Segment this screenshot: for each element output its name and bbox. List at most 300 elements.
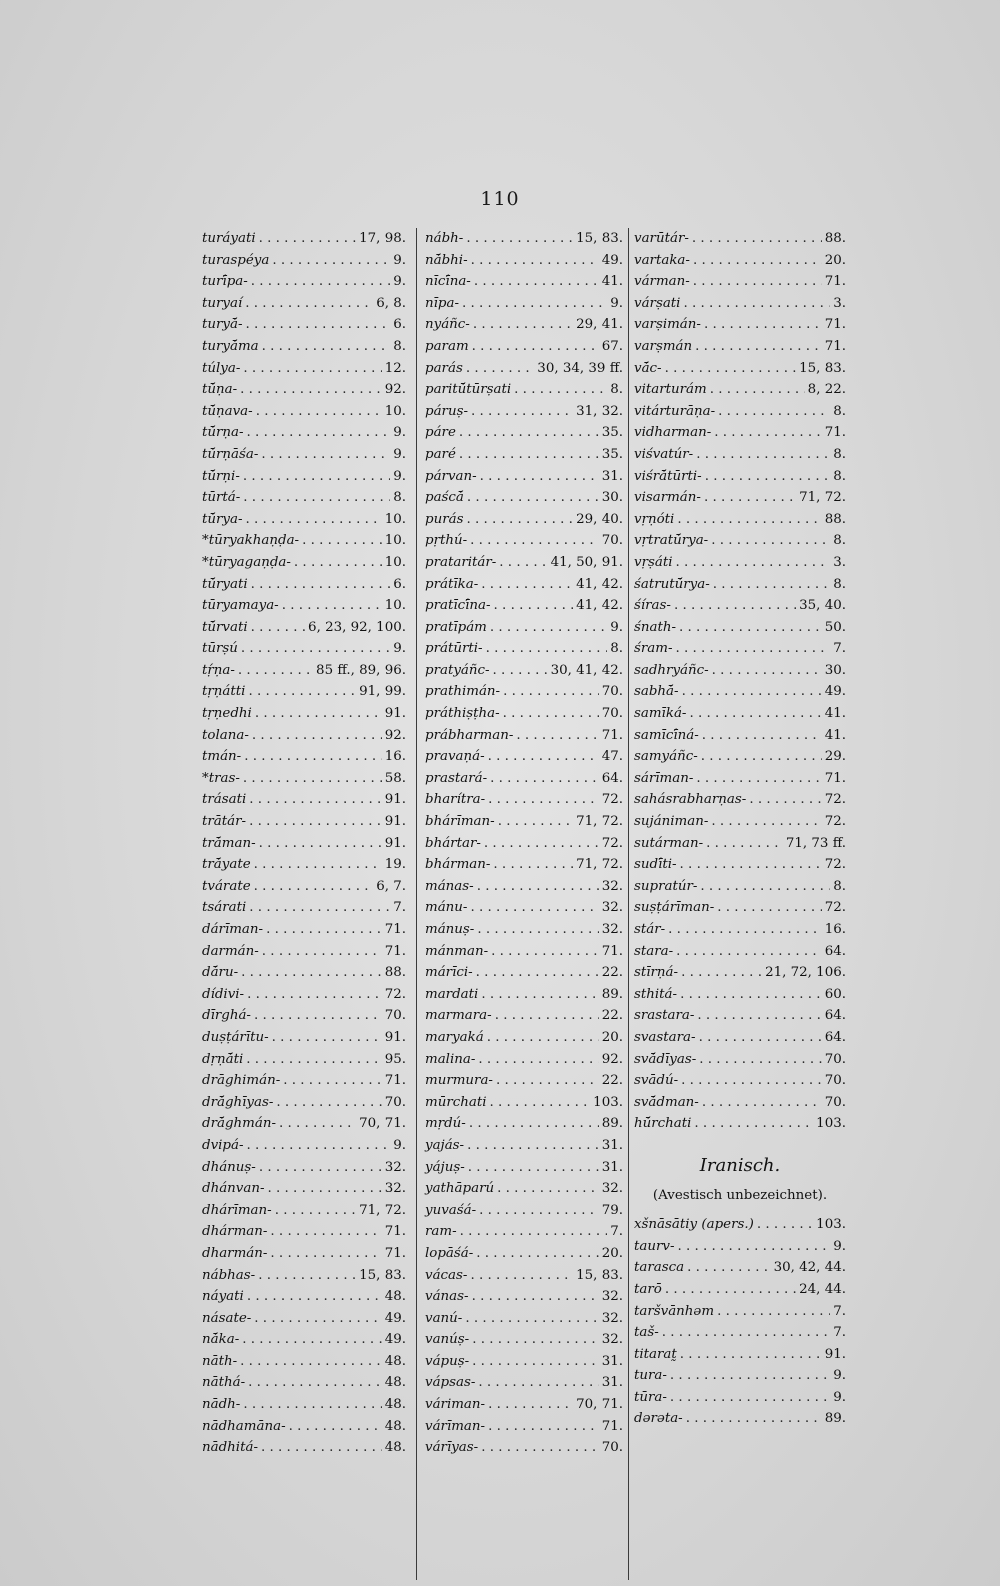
index-term: mūrchati	[425, 1094, 487, 1110]
dot-leader	[241, 962, 382, 984]
dot-leader	[681, 962, 762, 984]
page-reference: 48.	[384, 1397, 406, 1413]
page-reference: 103.	[816, 1217, 846, 1233]
index-term: maryaká	[425, 1029, 484, 1045]
dot-leader	[665, 358, 797, 380]
dot-leader	[259, 228, 357, 250]
index-term: práthiṣṭha-	[425, 706, 500, 722]
page-reference: 9.	[833, 1389, 846, 1405]
dot-leader	[472, 1351, 599, 1373]
page-reference: 41, 42.	[576, 576, 623, 592]
index-term: vṛṣáti	[634, 554, 673, 570]
index-entry	[634, 1344, 846, 1366]
index-entry	[425, 336, 623, 358]
page-reference: 8.	[610, 382, 623, 398]
dot-leader	[243, 466, 390, 488]
page-reference: 70.	[601, 684, 623, 700]
page-reference: 22.	[601, 1073, 623, 1089]
dot-leader	[679, 617, 822, 639]
index-term: pravaṇá-	[425, 749, 485, 765]
index-term: dṛṇā́ti	[202, 1051, 244, 1067]
index-term: sutárman-	[634, 835, 704, 851]
page-reference: 6.	[393, 317, 406, 333]
index-term: tura-	[634, 1368, 667, 1384]
index-entry	[202, 768, 406, 790]
page-reference: 32.	[601, 1310, 623, 1326]
index-entry	[202, 271, 406, 293]
dot-leader	[249, 897, 390, 919]
index-term: dərəta-	[634, 1411, 683, 1427]
index-term: vanúṣ-	[425, 1332, 470, 1348]
index-term: drāghimán-	[202, 1073, 281, 1089]
index-term: mánuṣ-	[425, 922, 475, 937]
dot-leader	[258, 1265, 356, 1287]
index-entry	[202, 552, 406, 574]
page-reference: 9.	[393, 446, 406, 462]
dot-leader	[272, 1027, 382, 1049]
index-term: pratyáñc-	[425, 662, 490, 678]
dot-leader	[275, 1200, 356, 1222]
dot-leader	[683, 293, 830, 315]
page-reference: 70.	[824, 1073, 846, 1089]
dot-leader	[470, 897, 598, 919]
dot-leader	[473, 314, 573, 336]
index-entry	[634, 336, 846, 358]
index-column-2	[425, 228, 623, 1459]
dot-leader	[244, 746, 381, 768]
index-term: varūtár-	[634, 231, 689, 246]
index-entry	[425, 854, 623, 876]
index-term: nādhamāna-	[202, 1418, 286, 1434]
page-reference: 10.	[384, 533, 406, 549]
index-entry	[634, 1257, 846, 1279]
index-entry	[425, 314, 623, 336]
page-reference: 35.	[601, 425, 623, 441]
index-term: *tūryakhaṇḍa-	[202, 533, 300, 549]
index-term: viśvatúr-	[634, 446, 694, 462]
page-reference: 9.	[833, 1368, 846, 1384]
dot-leader	[294, 552, 382, 574]
index-term: várman-	[634, 274, 690, 290]
index-entry	[425, 293, 623, 315]
page-reference: 8.	[833, 533, 846, 549]
dot-leader	[262, 336, 391, 358]
index-term: stár-	[634, 922, 666, 937]
index-term: *tras-	[202, 770, 240, 786]
index-entry	[202, 1113, 406, 1135]
page-reference: 41, 50, 91.	[550, 554, 623, 570]
index-term: tsárati	[202, 900, 247, 916]
page-reference: 8.	[833, 576, 846, 592]
dot-leader	[670, 1365, 830, 1387]
dot-leader	[712, 660, 822, 682]
page-reference: 7.	[833, 1325, 846, 1341]
dot-leader	[254, 1308, 381, 1330]
index-entry	[202, 833, 406, 855]
page-reference: 71.	[824, 317, 846, 333]
index-entry	[202, 1351, 406, 1373]
index-entry	[425, 1243, 623, 1265]
index-entry	[634, 574, 846, 596]
index-entry	[634, 509, 846, 531]
index-term: prábharman-	[425, 727, 514, 743]
index-entry	[634, 703, 846, 725]
index-term: vṛtratū́rya-	[634, 533, 709, 549]
page-reference: 31.	[601, 1353, 623, 1369]
dot-leader	[470, 530, 599, 552]
index-term: násate-	[202, 1310, 252, 1326]
index-entry	[202, 1308, 406, 1330]
index-term: svastara-	[634, 1029, 696, 1045]
page-reference: 89.	[824, 1411, 846, 1427]
index-entry	[425, 746, 623, 768]
index-term: dvipá-	[202, 1137, 244, 1153]
page-reference: 6.	[393, 576, 406, 592]
dot-leader	[680, 854, 822, 876]
page-reference: 9.	[393, 641, 406, 657]
dot-leader	[686, 1408, 822, 1430]
index-entry	[425, 725, 623, 747]
dot-leader	[704, 487, 796, 509]
index-entry	[425, 422, 623, 444]
index-term: paritū́tūrṣati	[425, 382, 512, 398]
index-term: prathimán-	[425, 684, 501, 700]
page-reference: 71.	[824, 274, 846, 290]
index-entry	[634, 422, 846, 444]
page-reference: 9.	[833, 1238, 846, 1254]
index-entry	[425, 703, 623, 725]
page-reference: 30, 41, 42.	[550, 662, 623, 678]
page-reference: 71.	[384, 943, 406, 959]
page-reference: 31, 32.	[576, 403, 623, 419]
dot-leader	[696, 768, 821, 790]
page-reference: 32.	[601, 878, 623, 894]
index-term: sadhryáñc-	[634, 662, 709, 678]
index-entry	[634, 660, 846, 682]
index-term: vitárturāṇa-	[634, 403, 716, 419]
page-reference: 71, 72.	[359, 1202, 406, 1218]
dot-leader	[481, 1437, 599, 1459]
index-term: turáyati	[202, 231, 256, 246]
index-entry	[634, 1322, 846, 1344]
index-entry	[634, 768, 846, 790]
index-entry	[634, 1408, 846, 1430]
page-reference: 10.	[384, 598, 406, 614]
index-entry	[202, 1221, 406, 1243]
page-reference: 70.	[601, 706, 623, 722]
page-reference: 32.	[384, 1181, 406, 1197]
index-entry	[634, 897, 846, 919]
index-entry	[634, 401, 846, 423]
page-reference: 15, 83.	[359, 1267, 406, 1283]
page-reference: 64.	[824, 943, 846, 959]
page-reference: 16.	[824, 922, 846, 937]
index-term: prátūrti-	[425, 641, 483, 657]
index-term: pratīpám	[425, 619, 487, 635]
dot-leader	[717, 897, 821, 919]
index-entry	[634, 1070, 846, 1092]
index-entry	[634, 1365, 846, 1387]
index-term: vitarturám	[634, 382, 707, 398]
dot-leader	[484, 833, 599, 855]
dot-leader	[283, 1070, 381, 1092]
dot-leader	[238, 660, 313, 682]
page-reference: 91.	[824, 1346, 846, 1362]
index-term: trā́yate	[202, 857, 251, 873]
page-reference: 31.	[601, 468, 623, 484]
dot-leader	[255, 703, 382, 725]
page-reference: 72.	[824, 792, 846, 808]
page-reference: 41, 42.	[576, 598, 623, 614]
page-reference: 49.	[384, 1332, 406, 1348]
page-reference: 79.	[601, 1202, 623, 1218]
page-reference: 47.	[601, 749, 623, 765]
page-reference: 71.	[824, 425, 846, 441]
index-term: tmán-	[202, 749, 242, 765]
index-entry	[425, 1437, 623, 1459]
index-term: śatrutū́rya-	[634, 576, 710, 592]
page-reference: 70.	[601, 1440, 623, 1456]
index-entry	[202, 962, 406, 984]
dot-leader	[718, 401, 830, 423]
index-term: tūrṣú	[202, 641, 238, 657]
index-term: svā́dīyas-	[634, 1051, 697, 1067]
dot-leader	[705, 466, 831, 488]
dot-leader	[467, 1135, 599, 1157]
index-term: marmara-	[425, 1008, 492, 1024]
page-reference: 6, 8.	[376, 295, 406, 311]
index-entry	[202, 984, 406, 1006]
page-reference: 72.	[824, 857, 846, 873]
dot-leader	[490, 768, 599, 790]
page-reference: 8.	[833, 878, 846, 894]
dot-leader	[757, 1214, 813, 1236]
page-reference: 95.	[384, 1051, 406, 1067]
index-term: várīman-	[425, 1418, 486, 1434]
page-reference: 15, 83.	[799, 360, 846, 376]
dot-leader	[717, 1301, 830, 1323]
index-entry	[202, 444, 406, 466]
index-entry	[425, 833, 623, 855]
index-entry	[425, 1372, 623, 1394]
index-term: malina-	[425, 1051, 476, 1067]
index-term: samyáñc-	[634, 749, 698, 765]
index-entry	[202, 1329, 406, 1351]
page-reference: 15, 83.	[576, 1267, 623, 1283]
index-entry	[425, 1416, 623, 1438]
dot-leader	[674, 595, 796, 617]
page-reference: 71, 73 ff.	[785, 835, 846, 851]
index-term: turaspéya	[202, 252, 270, 268]
index-entry	[202, 1092, 406, 1114]
dot-leader	[270, 1221, 381, 1243]
dot-leader	[670, 1387, 830, 1409]
page-reference: 32.	[601, 922, 623, 937]
index-entry	[425, 897, 623, 919]
page-reference: 88.	[824, 511, 846, 527]
index-term: vartaka-	[634, 252, 690, 268]
index-term: dhánuṣ-	[202, 1159, 256, 1175]
index-entry	[634, 250, 846, 272]
index-entry	[202, 941, 406, 963]
index-entry	[202, 897, 406, 919]
index-term: dīrghá-	[202, 1008, 251, 1024]
index-term: pratīcī́na-	[425, 598, 491, 614]
index-entry	[425, 638, 623, 660]
dot-leader	[706, 833, 783, 855]
page-reference: 70, 71.	[359, 1116, 406, 1132]
index-entry	[425, 1178, 623, 1200]
dot-leader	[481, 984, 598, 1006]
page-reference: 8.	[833, 403, 846, 419]
index-term: dhárman-	[202, 1224, 268, 1240]
index-term: mánman-	[425, 943, 489, 959]
index-term: dā́ru-	[202, 965, 239, 981]
index-entry	[634, 617, 846, 639]
index-term: nábhas-	[202, 1267, 256, 1283]
dot-leader	[266, 919, 382, 941]
index-term: náyati	[202, 1289, 244, 1305]
index-term: yajás-	[425, 1137, 465, 1153]
dot-leader	[478, 1049, 598, 1071]
page-reference: 67.	[601, 338, 623, 354]
dot-leader	[486, 638, 608, 660]
section-heading: Iranisch.	[699, 1154, 781, 1176]
index-term: sthitá-	[634, 986, 678, 1002]
page-reference: 48.	[384, 1375, 406, 1391]
index-entry	[202, 1135, 406, 1157]
index-entry	[634, 854, 846, 876]
dot-leader	[675, 638, 830, 660]
index-entry	[425, 811, 623, 833]
dot-leader	[701, 746, 822, 768]
page-reference: 17, 98.	[359, 231, 406, 246]
index-entry	[425, 962, 623, 984]
index-entry	[425, 1027, 623, 1049]
index-entry	[634, 962, 846, 984]
index-entry	[425, 552, 623, 574]
dot-leader	[279, 1113, 356, 1135]
page-reference: 89.	[601, 986, 623, 1002]
index-entry	[425, 1092, 623, 1114]
index-term: tū́ṇa-	[202, 382, 238, 398]
index-term: viśrā́tūrti-	[634, 468, 702, 484]
index-entry	[634, 379, 846, 401]
dot-leader	[251, 617, 305, 639]
dot-leader	[676, 941, 822, 963]
index-entry	[634, 638, 846, 660]
page-reference: 31.	[601, 1137, 623, 1153]
page-reference: 32.	[601, 1332, 623, 1348]
index-term: vánas-	[425, 1289, 469, 1305]
index-term: nādh-	[202, 1397, 241, 1413]
page-reference: 88.	[384, 965, 406, 981]
index-entry	[634, 314, 846, 336]
dot-leader	[242, 1329, 381, 1351]
index-term: sujániman-	[634, 814, 709, 830]
index-term: váriman-	[425, 1397, 486, 1413]
index-entry	[202, 422, 406, 444]
index-entry	[202, 746, 406, 768]
page-reference: 10.	[384, 554, 406, 570]
page-reference: 15, 83.	[576, 231, 623, 246]
index-term: dhánvan-	[202, 1181, 265, 1197]
dot-leader	[680, 1344, 822, 1366]
index-entry	[202, 379, 406, 401]
dot-leader	[302, 530, 382, 552]
dot-leader	[245, 509, 381, 531]
page-reference: 91.	[384, 706, 406, 722]
index-term: nāth-	[202, 1353, 238, 1369]
page-reference: 91.	[384, 814, 406, 830]
index-entry	[634, 552, 846, 574]
dot-leader	[493, 854, 573, 876]
index-term: lopāśá-	[425, 1245, 474, 1261]
index-entry	[202, 1200, 406, 1222]
dot-leader	[481, 574, 573, 596]
page-reference: 29.	[824, 749, 846, 765]
page-reference: 70.	[384, 1094, 406, 1110]
index-term: tarasca	[634, 1260, 685, 1276]
index-entry	[425, 509, 623, 531]
index-term: bharítra-	[425, 792, 486, 808]
dot-leader	[249, 789, 381, 811]
index-term: párvan-	[425, 468, 477, 484]
page-reference: 7.	[833, 1303, 846, 1319]
index-entry	[425, 1329, 623, 1351]
dot-leader	[503, 681, 599, 703]
page-reference: 72.	[824, 814, 846, 830]
index-entry	[634, 746, 846, 768]
page-reference: 7.	[393, 900, 406, 916]
index-term: tṛṇedhi	[202, 706, 252, 722]
page-reference: 7.	[610, 1224, 623, 1240]
dot-leader	[467, 487, 599, 509]
index-term: nā́ka-	[202, 1332, 240, 1348]
page-reference: 72.	[601, 835, 623, 851]
page-reference: 32.	[601, 900, 623, 916]
index-term: vácas-	[425, 1267, 468, 1283]
page-reference: 72.	[824, 900, 846, 916]
page-number: 110	[480, 188, 520, 210]
page-reference: 8.	[393, 490, 406, 506]
index-term: varṣimán-	[634, 317, 701, 333]
page-reference: 71.	[384, 1073, 406, 1089]
page-reference: 71, 72.	[576, 814, 623, 830]
index-entry	[202, 638, 406, 660]
index-entry	[202, 1437, 406, 1459]
dot-leader	[247, 422, 391, 444]
index-term: tūrtá-	[202, 490, 241, 506]
dot-leader	[514, 379, 607, 401]
page-reference: 71, 72.	[576, 857, 623, 873]
page-reference: 9.	[393, 274, 406, 290]
dot-leader	[680, 984, 822, 1006]
page-reference: 8.	[833, 446, 846, 462]
index-entry	[425, 379, 623, 401]
index-term: purás	[425, 511, 464, 527]
index-entry	[425, 1265, 623, 1287]
index-entry	[634, 358, 846, 380]
index-column-3-iranian	[634, 1214, 846, 1430]
page-reference: 30.	[601, 490, 623, 506]
dot-leader	[249, 811, 382, 833]
dot-leader	[476, 962, 599, 984]
index-entry	[425, 444, 623, 466]
dot-leader	[465, 1308, 598, 1330]
index-term: várṣati	[634, 295, 681, 311]
index-term: tū́ṇava-	[202, 403, 253, 419]
